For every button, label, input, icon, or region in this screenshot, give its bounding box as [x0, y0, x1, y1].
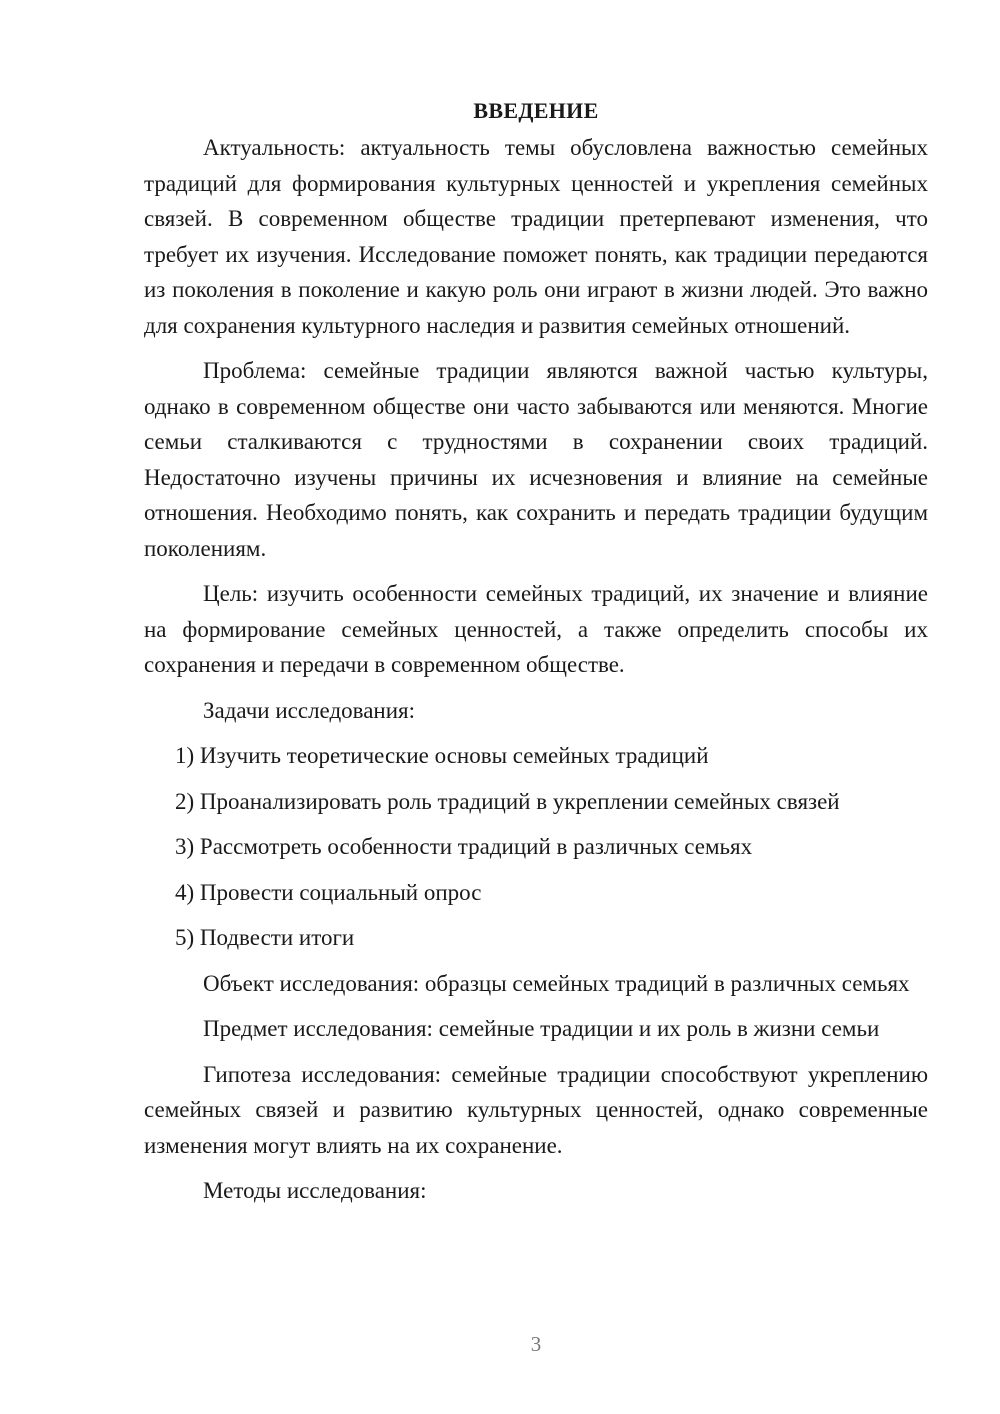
paragraph-object: Объект исследования: образцы семейных традиций в различных семьях [203, 970, 910, 996]
tasks-list [144, 738, 928, 956]
paragraph-relevance: Актуальность: актуальность темы обусловлена важностью семейных традиций для формирования культурных ценностей и укрепления семейных связей. В современном обществе традиции претерпевают изменения, что требует их изучения. Исследование поможет понять, как традиции передаются из поколения в поколение и какую роль они играют в жизни людей. Это важно для сохранения культурного наследия и развития семейных отношений. [144, 135, 928, 338]
methods-heading: Методы исследования: [203, 1178, 427, 1203]
page-number: 3 [530, 1332, 542, 1356]
paragraph-problem: Проблема: семейные традиции являются важной частью культуры, однако в современном обществе они часто забываются или меняются. Многие семьи сталкиваются с трудностями в сохранении своих традиций. Недостаточно изучены причины их исчезновения и влияние на семейные отношения. Необходимо понять, как сохранить и передать традиции будущим поколениям. [144, 358, 928, 561]
paragraph-goal: Цель: изучить особенности семейных традиций, их значение и влияние на формирование семейных ценностей, а также определить способы их сохранения и передачи в современном обществе. [144, 581, 928, 677]
tasks-heading: Задачи исследования: [203, 697, 416, 723]
paragraph-subject: Предмет исследования: семейные традиции и их роль в жизни семьи [203, 1016, 880, 1041]
page-content [144, 96, 928, 1219]
section-title: ВВЕДЕНИЕ [473, 98, 599, 123]
task-item: 2) Проанализировать роль традиций в укреплении семейных связей [175, 788, 840, 814]
task-item: 5) Подвести итоги [175, 925, 355, 950]
task-item: 3) Рассмотреть особенности традиций в различных семьях [175, 834, 753, 859]
task-item: 1) Изучить теоретические основы семейных традиций [175, 743, 709, 768]
task-item: 4) Провести социальный опрос [175, 879, 482, 905]
paragraph-hypothesis: Гипотеза исследования: семейные традиции способствуют укреплению семейных связей и развитию культурных ценностей, однако современные изменения могут влиять на их сохранение. [144, 1061, 928, 1158]
